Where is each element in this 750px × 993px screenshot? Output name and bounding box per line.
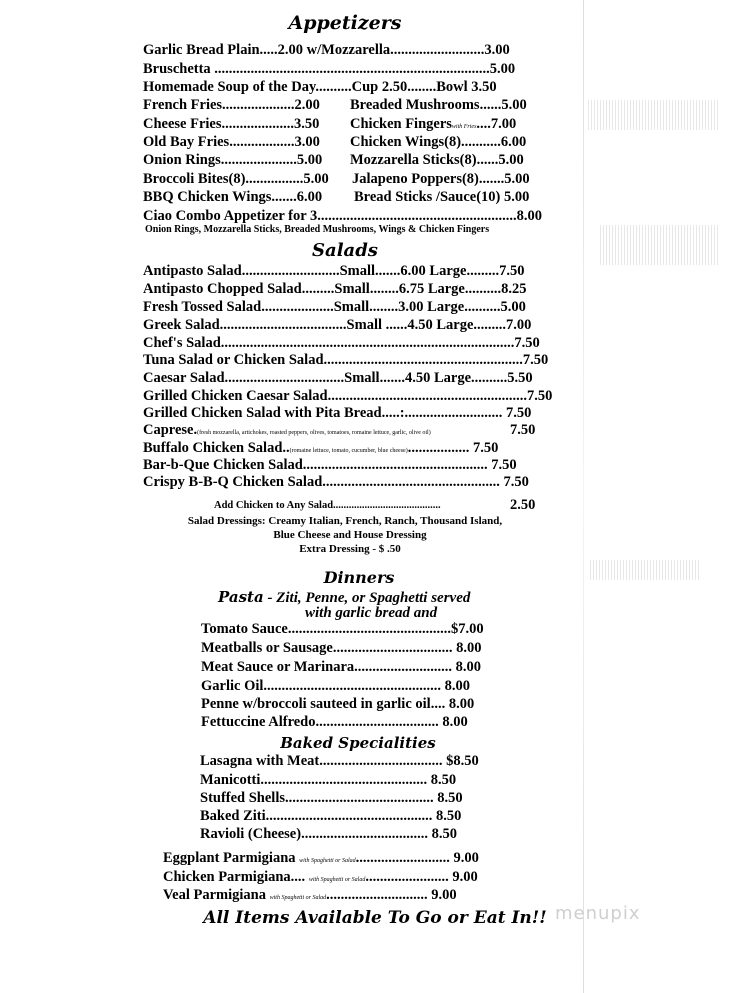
extra-dressing: Extra Dressing - $ .50 (299, 543, 401, 555)
salad-row: Bar-b-Que Chicken Salad................................................... 7.50 (143, 457, 517, 473)
salad-row: Grilled Chicken Caesar Salad.......................................................7.50 (143, 388, 553, 404)
footer-tagline: All Items Available To Go or Eat In!! (203, 908, 547, 928)
appetizer-row-left: Broccoli Bites(8)................5.00 (143, 171, 329, 187)
salad-row: Chef's Salad.................................................................................7.50 (143, 335, 540, 351)
baked-heading: Baked Specialities (280, 734, 436, 752)
appetizer-row-right: Breaded Mushrooms......5.00 (350, 97, 527, 113)
appetizers-heading: Appetizers (288, 12, 402, 34)
pasta-intro (218, 589, 470, 606)
pasta-line2: with garlic bread and (305, 605, 438, 621)
salads-heading: Salads (312, 240, 378, 261)
baked-item: Stuffed Shells......................................... 8.50 (200, 790, 463, 806)
parm-note: with Spaghetti or Salad (269, 895, 327, 901)
menupix-watermark: menupix (555, 903, 641, 924)
appetizer-row-left: French Fries....................2.00 (143, 97, 320, 113)
dressings-line: Blue Cheese and House Dressing (273, 529, 427, 541)
chicken-fingers-note: with Fries (451, 124, 477, 130)
salad-row: Greek Salad...................................Small ......4.50 Large.........7.00 (143, 317, 532, 333)
appetizer-row-left: Cheese Fries....................3.50 (143, 116, 320, 132)
appetizer-row: Ciao Combo Appetizer for 3.......................................................8.00 (143, 208, 543, 224)
salad-row: Grilled Chicken Salad with Pita Bread.....:........................... 7.50 (143, 405, 532, 421)
parm-price: ....................... 9.00 (365, 869, 478, 885)
appetizer-row: Garlic Bread Plain.....2.00 w/Mozzarella..........................3.00 (143, 42, 510, 58)
salad-row: Fresh Tossed Salad....................Small........3.00 Large..........5.00 (143, 299, 526, 315)
appetizer-row: Bruschetta ............................................................................5.00 (143, 61, 516, 77)
baked-item: Lasagna with Meat.................................. $8.50 (200, 753, 479, 769)
baked-item: Manicotti.............................................. 8.50 (200, 772, 457, 788)
salad-row: Antipasto Chopped Salad.........Small........6.75 Large..........8.25 (143, 281, 527, 297)
parm-price: ............................ 9.00 (326, 887, 457, 903)
baked-item: Baked Ziti.............................................. 8.50 (200, 808, 462, 824)
pasta-item: Fettuccine Alfredo.................................. 8.00 (201, 714, 468, 730)
appetizer-row-right: Mozzarella Sticks(8)......5.00 (350, 152, 524, 168)
salad-row: Tuna Salad or Chicken Salad.......................................................7.50 (143, 352, 549, 368)
appetizer-row-right: Chicken Wings(8)...........6.00 (350, 134, 527, 150)
parm-name: Eggplant Parmigiana (163, 850, 296, 866)
appetizer-row-left: Onion Rings.....................5.00 (143, 152, 323, 168)
pasta-item: Penne w/broccoli sauteed in garlic oil.... 8.00 (201, 696, 475, 712)
scan-edge (583, 0, 584, 993)
caprese-price: 7.50 (510, 422, 536, 438)
add-chicken-label: Add Chicken to Any Salad......................................... (214, 500, 441, 511)
appetizer-row-left: BBQ Chicken Wings.......6.00 (143, 189, 323, 205)
parm-name: Chicken Parmigiana.... (163, 869, 306, 885)
appetizer-row: Homemade Soup of the Day..........Cup 2.50........Bowl 3.50 (143, 79, 497, 95)
dinners-heading: Dinners (323, 568, 395, 587)
salad-row: Antipasto Salad...........................Small.......6.00 Large.........7.50 (143, 263, 525, 279)
parm-item (163, 850, 479, 869)
buffalo-price: ................. 7.50 (407, 440, 499, 456)
pasta-line1: - Ziti, Penne, or Spaghetti served (263, 590, 471, 606)
parm-item (163, 869, 478, 888)
caprese-label: Caprese. (143, 422, 198, 438)
parm-note: with Spaghetti or Salad (299, 858, 356, 864)
scan-smudge (588, 100, 718, 130)
dressings-line: Salad Dressings: Creamy Italian, French, Ranch, Thousand Island, (187, 515, 503, 527)
parm-name: Veal Parmigiana (163, 887, 266, 903)
chicken-fingers-label: Chicken Fingers (350, 116, 452, 132)
salad-row: Crispy B-B-Q Chicken Salad................................................. 7.50 (143, 474, 529, 490)
combo-note: Onion Rings, Mozzarella Sticks, Breaded Mushrooms, Wings & Chicken Fingers (145, 224, 490, 235)
appetizer-row-right: Bread Sticks /Sauce(10) 5.00 (354, 189, 530, 205)
baked-item: Ravioli (Cheese)................................... 8.50 (200, 826, 457, 842)
appetizer-row-right: Jalapeno Poppers(8).......5.00 (352, 171, 530, 187)
pasta-item: Meat Sauce or Marinara........................... 8.00 (201, 659, 482, 675)
buffalo-label: Buffalo Chicken Salad.. (143, 440, 290, 456)
parm-note: with Spaghetti or Salad (308, 877, 366, 883)
pasta-item: Meatballs or Sausage................................. 8.00 (201, 640, 482, 656)
pasta-item: Tomato Sauce.............................................$7.00 (201, 621, 484, 637)
appetizer-row-right (350, 116, 516, 135)
chicken-fingers-price: ....7.00 (476, 116, 517, 132)
add-chicken-price: 2.50 (510, 497, 536, 513)
appetizer-row-left: Old Bay Fries..................3.00 (143, 134, 320, 150)
pasta-item: Garlic Oil................................................. 8.00 (201, 678, 471, 694)
buffalo-detail: (romaine lettuce, tomato, cucumber, blue cheese) (289, 448, 408, 454)
parm-price: .......................... 9.00 (355, 850, 479, 866)
caprese-detail: (fresh mozzarella, artichokes, roasted peppers, olives, tomatoes, romaine lettuce, garlic, olive oil) (197, 430, 431, 436)
pasta-label: Pasta (218, 588, 264, 606)
salad-row-caprese (143, 422, 431, 441)
parm-item (163, 887, 457, 906)
salad-row: Caesar Salad.................................Small.......4.50 Large..........5.50 (143, 370, 533, 386)
